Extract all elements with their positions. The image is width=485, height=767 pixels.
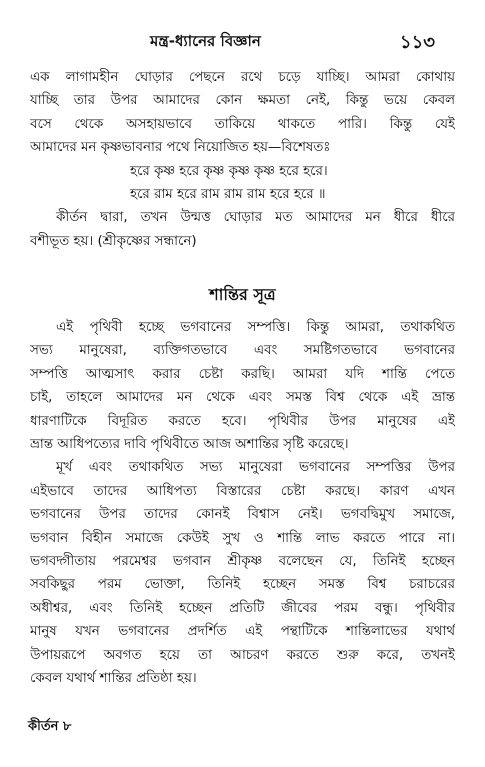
intro-paragraph [30,66,455,253]
text-line: ভ্রান্ত আধিপত্যের দাবি পৃথিবীতে আজ অশান্তির সৃষ্টি করেছে। [30,437,349,453]
text-line: মূর্খ এবং তথাকথিত সভ্য মানুষেরা ভগবানের সম্পত্তির উপর [56,460,455,476]
text-line: উপায়রূপে অবগত হয়ে তা আচরণ করতে শুরু করে, তখনই [30,647,455,663]
text-line: এইভাবে তাদের আধিপত্য বিস্তারের চেষ্টা করছে। কারণ এখন [30,483,455,499]
section-body [30,316,455,691]
running-title: মন্ত্র-ধ্যানের বিজ্ঞান [150,32,261,50]
text-line: যাচ্ছি তার উপর আমাদের কোন ক্ষমতা নেই, কিন্তু ভয়ে কেবল [30,93,455,109]
text-line: ভগবান বিহীন সমাজে কেউই সুখ ও শান্তি লাভ করতে পারে না। [30,530,455,546]
text-line: বশীভূত হয়। (শ্রীকৃষ্ণের সন্ধানে) [30,233,197,249]
text-line: সবকিছুর পরম ভোক্তা, তিনিই হচ্ছেন সমস্ত বিশ্ব চরাচরের [30,577,455,593]
text-line: মানুষ যখন ভগবানের প্রদর্শিত এই পন্থাটিকে শান্তিলাভের যথার্থ [30,624,455,640]
running-header [0,30,485,54]
text-line: চাই, তাহলে আমাদের মন থেকে এবং সমস্ত বিশ্ব থেকে এই ভ্রান্ত [30,390,455,406]
mantra-line: হরে রাম হরে রাম রাম রাম হরে হরে ॥ [130,187,326,203]
text-line: অধীশ্বর, এবং তিনিই হচ্ছেন প্রতিটি জীবের পরম বন্ধু। পৃথিবীর [30,600,455,616]
text-line: এই পৃথিবী হচ্ছে ভগবানের সম্পত্তি। কিন্তু আমরা, তথাকথিত [56,320,455,335]
footer-signature: কীর্তন ৮ [28,719,72,734]
text-line: কেবল যথার্থ শান্তির প্রতিষ্ঠা হয়। [30,671,197,687]
text-line: সভ্য মানুষেরা, ব্যক্তিগতভাবে এবং সমষ্টিগতভাবে ভগবানের [30,343,455,359]
text-line: কীর্তন দ্বারা, তখন উন্মত্ত ঘোড়ার মত আমাদের মন ধীরে ধীরে [56,210,455,226]
section-heading: শান্তির সূত্র [209,285,276,304]
text-line: এক লাগামহীন ঘোড়ার পেছনে রথে চড়ে যাচ্ছি। আমরা কোথায় [30,70,455,85]
mantra-line: হরে কৃষ্ণ হরে কৃষ্ণ কৃষ্ণ কৃষ্ণ হরে হরে। [130,163,328,179]
text-line: ধারণাটিকে বিদূরিত করতে হবে। পৃথিবীর উপর মানুষের এই [30,413,455,429]
text-line: আমাদের মন কৃষ্ণভাবনার পথে নিয়োজিত হয়—বিশেষতঃ [30,140,331,156]
text-line: ভগবানের উপর তাদের কোনই বিশ্বাস নেই। ভগবদ্বিমুখ সমাজে, [30,507,455,523]
text-line: বসে থেকে অসহায়ভাবে তাকিয়ে থাকতে পারি। কিন্তু যেই [30,116,455,132]
text-line: সম্পত্তি আত্মসাৎ করার চেষ্টা করছি। আমরা যদি শান্তি পেতে [30,366,455,382]
text-line: ভগবদ্গীতায় পরমেশ্বর ভগবান শ্রীকৃষ্ণ বলেছেন যে, তিনিই হচ্ছেন [30,554,455,570]
page-number: ১১৩ [399,32,435,53]
